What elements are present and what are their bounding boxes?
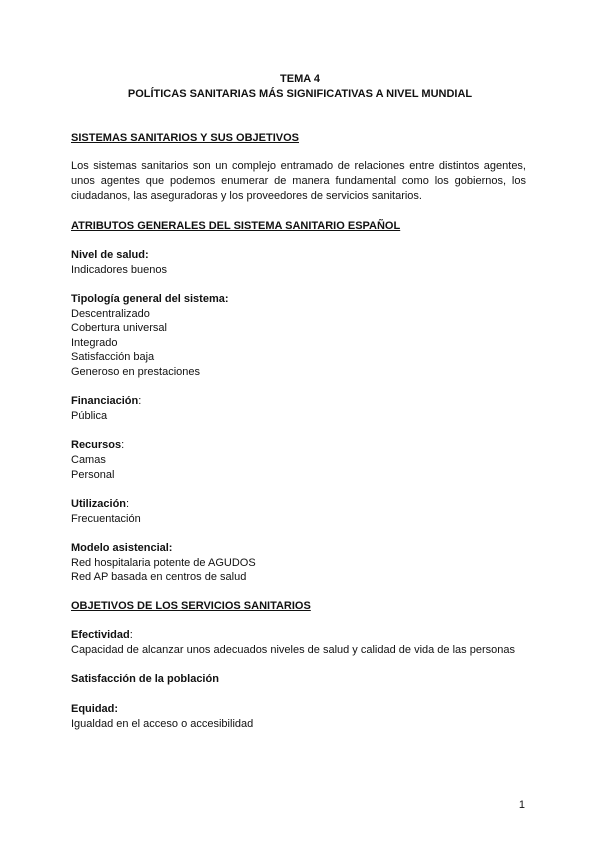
document-title: POLÍTICAS SANITARIAS MÁS SIGNIFICATIVAS A NIVEL MUNDIAL (127, 88, 473, 100)
recursos-colon: : (121, 439, 125, 451)
financiacion-heading (71, 394, 141, 408)
financiacion-item: Pública (71, 410, 108, 422)
efectividad-heading (71, 628, 133, 642)
tipologia-item: Integrado (71, 337, 118, 349)
page-number: 1 (518, 799, 525, 811)
tema-label: TEMA 4 (280, 73, 320, 85)
efectividad-colon: : (129, 629, 133, 641)
recursos-item: Personal (71, 469, 115, 481)
efectividad-label: Efectividad (71, 629, 130, 641)
intro-paragraph: Los sistemas sanitarios son un complejo entramado de relaciones entre distintos agentes, unos agentes que podemos enumerar de manera fundamental como los gobiernos, los ciudadanos, las aseguradoras y los proveedores de servicios sanitarios. (71, 160, 526, 202)
recursos-heading (71, 438, 124, 452)
modelo-label: Modelo asistencial: (71, 542, 173, 554)
recursos-label: Recursos (71, 439, 122, 451)
section-heading-atributos: ATRIBUTOS GENERALES DEL SISTEMA SANITARIO ESPAÑOL (71, 220, 401, 232)
satisfaccion-label: Satisfacción de la población (71, 673, 219, 685)
utilizacion-label: Utilización (71, 498, 127, 510)
section-heading-sistemas: SISTEMAS SANITARIOS Y SUS OBJETIVOS (71, 132, 299, 144)
recursos-item: Camas (71, 454, 106, 466)
modelo-item: Red hospitalaria potente de AGUDOS (71, 557, 256, 569)
financiacion-label: Financiación (71, 395, 139, 407)
efectividad-text: Capacidad de alcanzar unos adecuados niveles de salud y calidad de vida de las personas (71, 644, 515, 656)
tipologia-item: Cobertura universal (71, 322, 167, 334)
utilizacion-colon: : (126, 498, 130, 510)
utilizacion-heading (71, 497, 129, 511)
equidad-text: Igualdad en el acceso o accesibilidad (71, 718, 254, 730)
financiacion-colon: : (138, 395, 142, 407)
tipologia-item: Descentralizado (71, 308, 150, 320)
nivel-salud-item: Indicadores buenos (71, 264, 168, 276)
tipologia-item: Satisfacción baja (71, 351, 155, 363)
utilizacion-item: Frecuentación (71, 513, 141, 525)
equidad-label: Equidad: (71, 703, 119, 715)
nivel-salud-label: Nivel de salud: (71, 249, 149, 261)
section-heading-objetivos: OBJETIVOS DE LOS SERVICIOS SANITARIOS (71, 600, 311, 612)
tipologia-label: Tipología general del sistema: (71, 293, 229, 305)
tipologia-item: Generoso en prestaciones (71, 366, 201, 378)
modelo-item: Red AP basada en centros de salud (71, 571, 247, 583)
